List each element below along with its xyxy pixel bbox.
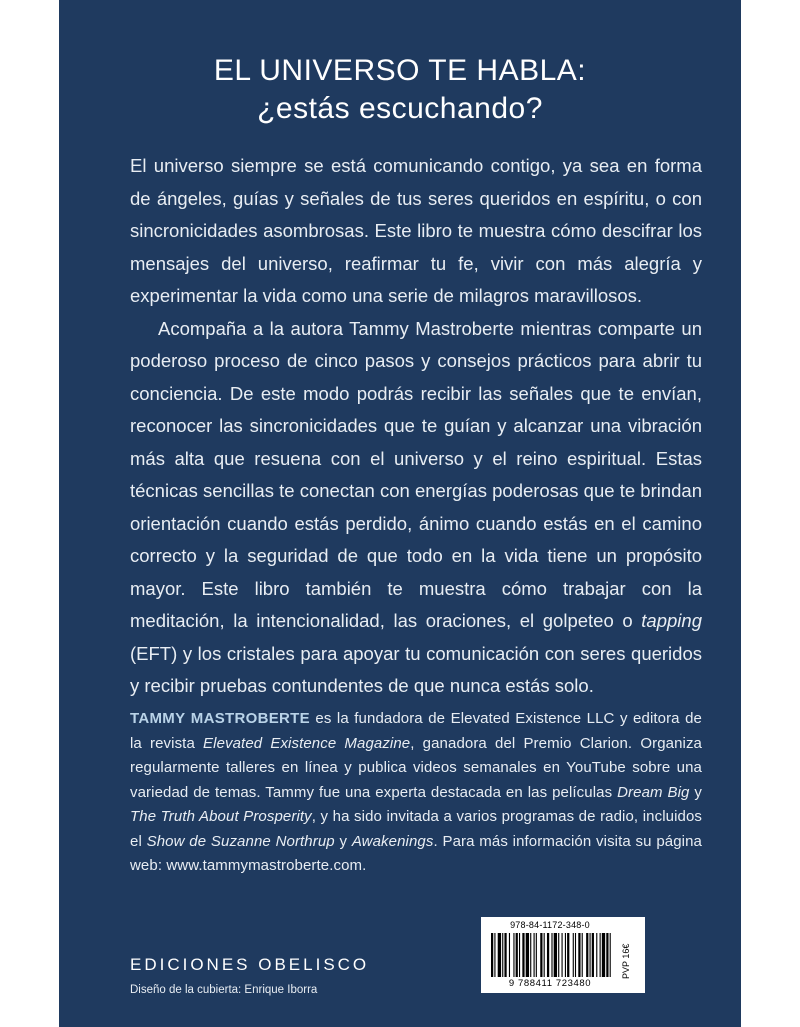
bio-show-title: Show de Suzanne Northrup — [146, 832, 335, 850]
title-line-1: EL UNIVERSO TE HABLA: — [213, 54, 587, 87]
barcode-bar — [494, 933, 495, 977]
barcode-bar — [526, 933, 529, 977]
bio-show-title: Awakenings — [351, 832, 434, 850]
barcode-bar — [522, 933, 524, 977]
barcode-bar — [509, 933, 510, 977]
barcode-bar — [502, 933, 503, 977]
barcode-bar — [582, 933, 583, 977]
publisher-name: EDICIONES OBELISCO — [130, 955, 370, 974]
synopsis-text: (EFT) y los cristales para apoyar tu comunicación con seres queridos y recibir pruebas contundentes de que nunca estás solo. — [130, 642, 702, 696]
synopsis-italic-term: tapping — [641, 610, 702, 631]
barcode-bar — [554, 933, 557, 977]
barcode-bar — [530, 933, 531, 977]
barcode-bar — [551, 933, 552, 977]
barcode-bar — [573, 933, 574, 977]
bio-text: es la fundadora de Elevated Existence LLC y editora de la revista — [130, 710, 702, 752]
barcode-bar — [547, 933, 549, 977]
back-cover-title — [59, 52, 741, 128]
barcode-bar — [491, 933, 493, 977]
barcode-bar — [540, 933, 542, 977]
author-name: TAMMY MASTROBERTE — [130, 710, 310, 727]
price-label: PVP 16€ — [621, 943, 631, 979]
bio-text: . Para más información visita su página web: www.tammymastroberte.com. — [130, 832, 702, 874]
barcode-bar — [558, 933, 559, 977]
bio-text: y — [689, 783, 702, 801]
barcode-bar — [534, 933, 535, 977]
synopsis-paragraph-1: El universo siempre se está comunicando contigo, ya sea en forma de ángeles, guías y señales de tus seres queridos en espíritu, o con sincronicidades asombrosas. Este libro te muestra cómo descifrar los mensajes del universo, reafirmar tu fe, vivir con más alegría y experimentar la vida como una serie de milagros maravillosos. — [130, 155, 702, 306]
synopsis — [130, 150, 702, 703]
barcode-bar — [575, 933, 576, 977]
barcode-bars — [491, 933, 613, 977]
cover-design-credit: Diseño de la cubierta: Enrique Iborra — [130, 984, 318, 996]
barcode-bar — [519, 933, 520, 977]
barcode-bar — [610, 933, 611, 977]
barcode-bar — [498, 933, 501, 977]
bio-film-title: Dream Big — [617, 783, 690, 801]
author-bio — [130, 707, 702, 879]
barcode-bar — [602, 933, 605, 977]
barcode-bar — [586, 933, 588, 977]
barcode-digits: 9 788411 723480 — [508, 978, 592, 989]
barcode-bar — [565, 933, 566, 977]
synopsis-text: Acompaña a la autora Tammy Mastroberte mientras comparte un poderoso proceso de cinco pasos y consejos prácticos para abrir tu conciencia. De este modo podrás recibir las señales que te envían, reconocer las sincronicidades que te guían y alcanzar una vibración más alta que resuena con el universo y el reino espiritual. Estas técnicas sencillas te conectan con energías poderosas que te brindan orientación cuando estás perdido, ánimo cuando estás en el camino correcto y la seguridad de que todo en la vida tiene un propósito mayor. Este libro también te muestra cómo trabajar con la meditación, la intencionalidad, las oraciones, el golpeteo o — [130, 317, 702, 631]
barcode-bar — [567, 933, 569, 977]
back-cover — [59, 0, 741, 1027]
bio-text: , ganadora del Premio Clarion. Organiza regularmente talleres en línea y publica videos semanales en YouTube sobre una variedad de temas. Tammy fue una experta destacada en las películas — [130, 734, 702, 801]
isbn-number: 978-84-1172-348-0 — [510, 920, 590, 930]
barcode-bar — [516, 933, 518, 977]
synopsis-paragraph-2 — [130, 313, 702, 703]
bio-text: y — [334, 832, 352, 850]
bio-magazine-title: Elevated Existence Magazine — [203, 734, 411, 752]
barcode-bar — [536, 933, 537, 977]
barcode-bar — [562, 933, 563, 977]
bio-film-title: The Truth About Prosperity — [130, 808, 312, 825]
barcode-bar — [544, 933, 545, 977]
barcode-bar — [578, 933, 580, 977]
barcode-bar — [600, 933, 601, 977]
barcode-bar — [596, 933, 597, 977]
barcode-bar — [504, 933, 506, 977]
barcode-bar — [606, 933, 608, 977]
barcode-bar — [513, 933, 514, 977]
title-line-2: ¿estás escuchando? — [257, 92, 543, 125]
barcode-bar — [590, 933, 591, 977]
bio-text: , y ha sido invitada a varios programas de radio, incluidos el — [130, 808, 702, 850]
barcode-bar — [592, 933, 594, 977]
barcode-label — [481, 917, 645, 993]
